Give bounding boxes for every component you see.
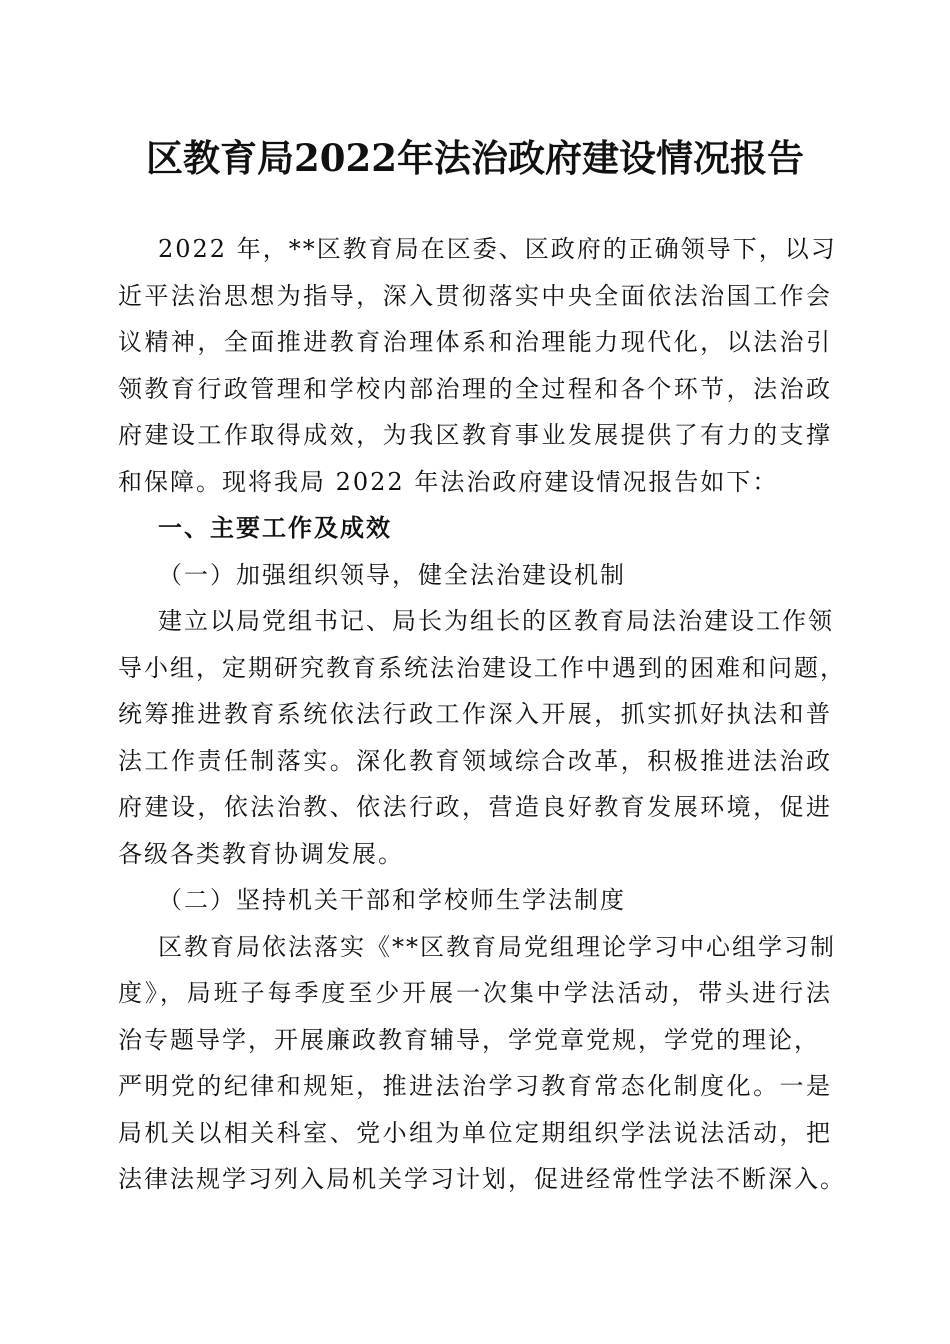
paragraph-line: 局机关以相关科室、党小组为单位定期组织学法说法活动，把 bbox=[118, 1118, 832, 1147]
paragraph-line: 严明党的纪律和规矩，推进法治学习教育常态化制度化。一是 bbox=[118, 1072, 832, 1100]
paragraph-line: 法律法规学习列入局机关学习计划，促进经常性学法不断深入。 bbox=[118, 1165, 846, 1193]
paragraph-line: 导小组，定期研究教育系统法治建设工作中遇到的困难和问题， bbox=[118, 653, 846, 682]
paragraph-line: 统筹推进教育系统依法行政工作深入开展，抓实抓好执法和普 bbox=[118, 700, 832, 728]
paragraph-line: 治专题导学，开展廉政教育辅导，学党章党规，学党的理论， bbox=[118, 1025, 820, 1054]
paragraph-line: 府建设工作取得成效，为我区教育事业发展提供了有力的支撑 bbox=[118, 421, 832, 449]
paragraph-line: 府建设，依法治教、依法行政，营造良好教育发展环境，促进 bbox=[118, 793, 832, 821]
document-title: 区教育局2022年法治政府建设情况报告 bbox=[146, 136, 804, 180]
paragraph-line: 法工作责任制落实。深化教育领域综合改革，积极推进法治政 bbox=[118, 746, 832, 775]
subsection-heading-1: （一）加强组织领导，健全法治建设机制 bbox=[158, 560, 626, 589]
paragraph-line: 2022 年，**区教育局在区委、区政府的正确领导下，以习 bbox=[158, 235, 837, 263]
paragraph-line: 各级各类教育协调发展。 bbox=[118, 839, 404, 868]
section-heading-1: 一、主要工作及成效 bbox=[158, 514, 392, 542]
paragraph-line: 和保障。现将我局 2022 年法治政府建设情况报告如下： bbox=[118, 467, 779, 496]
document-body bbox=[118, 226, 846, 1203]
paragraph-line: 近平法治思想为指导，深入贯彻落实中央全面依法治国工作会 bbox=[118, 281, 832, 310]
paragraph-line: 议精神，全面推进教育治理体系和治理能力现代化，以法治引 bbox=[118, 328, 832, 356]
paragraph-line: 区教育局依法落实《**区教育局党组理论学习中心组学习制 bbox=[158, 932, 836, 961]
paragraph-line: 建立以局党组书记、局长为组长的区教育局法治建设工作领 bbox=[158, 607, 834, 635]
subsection-heading-2: （二）坚持机关干部和学校师生学法制度 bbox=[158, 886, 626, 914]
paragraph-line: 度》，局班子每季度至少开展一次集中学法活动，带头进行法 bbox=[118, 979, 832, 1007]
paragraph-line: 领教育行政管理和学校内部治理的全过程和各个环节，法治政 bbox=[118, 374, 832, 403]
